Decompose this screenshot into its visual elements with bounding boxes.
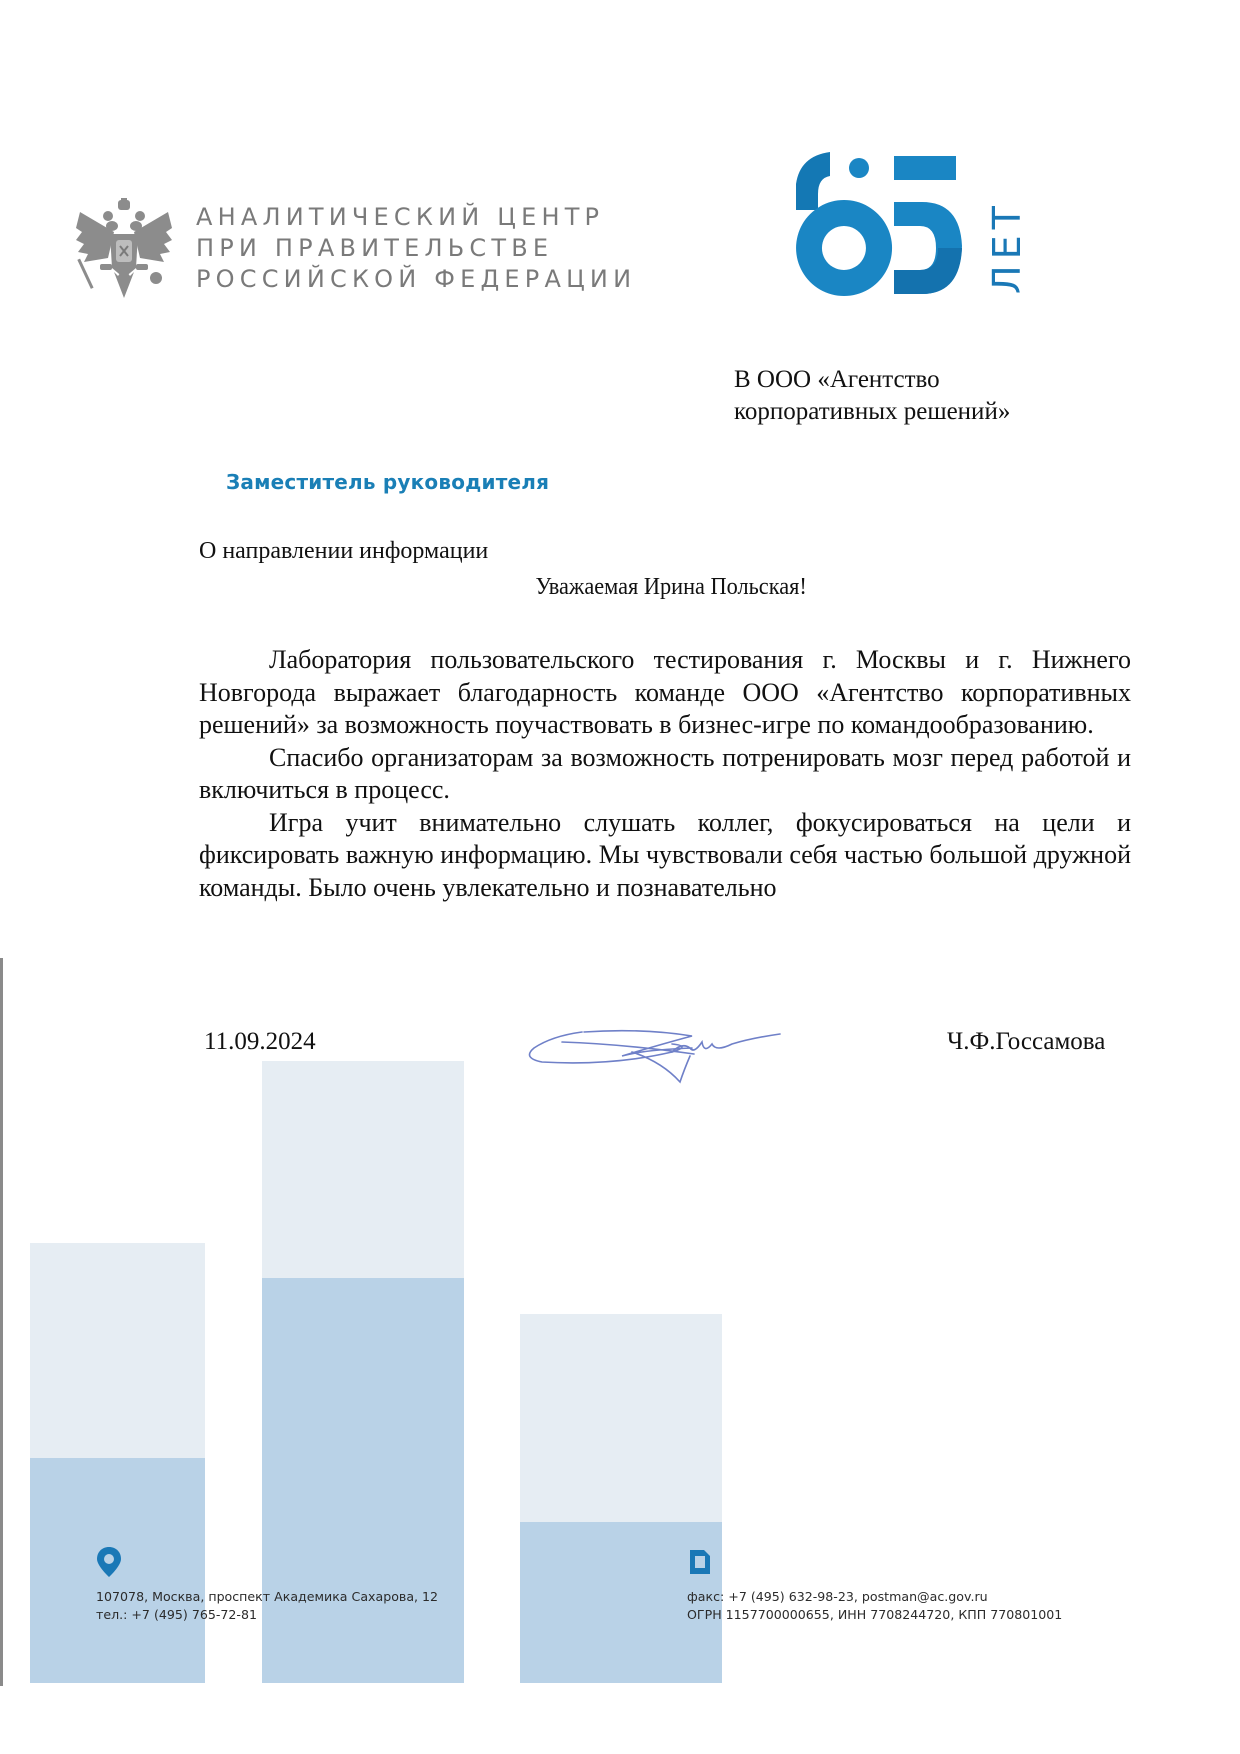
- footer-contacts-block: [687, 1588, 1062, 1624]
- logo-word-let: ЛЕТ: [985, 200, 1029, 294]
- footer-address-block: [96, 1588, 438, 1624]
- decor-bar-3-light: [520, 1314, 722, 1522]
- body-paragraph: Спасибо организаторам за возможность потренировать мозг перед работой и включиться в процесс.: [199, 742, 1131, 804]
- letter-subject: О направлении информации: [199, 538, 489, 564]
- scan-edge-line: [0, 958, 3, 1686]
- decor-bar-2-light: [262, 1061, 464, 1278]
- letter-date: 11.09.2024: [204, 1028, 316, 1055]
- org-name-line: РОССИЙСКОЙ ФЕДЕРАЦИИ: [196, 265, 637, 293]
- body-paragraph: Игра учит внимательно слушать коллег, фокусироваться на цели и фиксировать важную информацию. Мы чувствовали себя частью большой дружной команды. Было очень увлекательно и познавательно: [199, 807, 1131, 902]
- letter-body: [199, 644, 1131, 904]
- footer-address: 107078, Москва, проспект Академика Сахарова, 12: [96, 1589, 439, 1604]
- addressee: [734, 364, 1010, 428]
- org-name: [196, 202, 636, 295]
- body-paragraph: Лаборатория пользовательского тестирования г. Москвы и г. Нижнего Новгорода выражает благодарность команде ООО «Агентство корпоративных решений» за возможность поучаствовать в бизнес-игре по командообразованию.: [199, 645, 1131, 739]
- org-name-line: АНАЛИТИЧЕСКИЙ ЦЕНТР: [196, 203, 605, 231]
- footer-phone: тел.: +7 (495) 765-72-81: [96, 1607, 257, 1622]
- footer-registration: ОГРН 1157700000655, ИНН 7708244720, КПП 770801001: [687, 1607, 1063, 1622]
- addressee-line: корпоративных решений»: [734, 398, 1011, 425]
- coat-of-arms-emblem: [74, 198, 174, 302]
- org-name-line: ПРИ ПРАВИТЕЛЬСТВЕ: [196, 234, 554, 262]
- document-icon: [689, 1549, 711, 1575]
- decor-bar-1-light: [30, 1243, 205, 1458]
- addressee-line: В ООО «Агентство: [734, 366, 940, 393]
- anniversary-65-logo: [788, 148, 1038, 308]
- location-pin-icon: [96, 1546, 122, 1578]
- position-title: Заместитель руководителя: [226, 470, 550, 494]
- signer-name: Ч.Ф.Госсамова: [947, 1028, 1106, 1055]
- footer-fax-email: факс: +7 (495) 632-98-23, postman@ac.gov.ru: [687, 1589, 988, 1604]
- handwritten-signature: [522, 1022, 802, 1092]
- greeting: Уважаемая Ирина Польская!: [535, 574, 807, 600]
